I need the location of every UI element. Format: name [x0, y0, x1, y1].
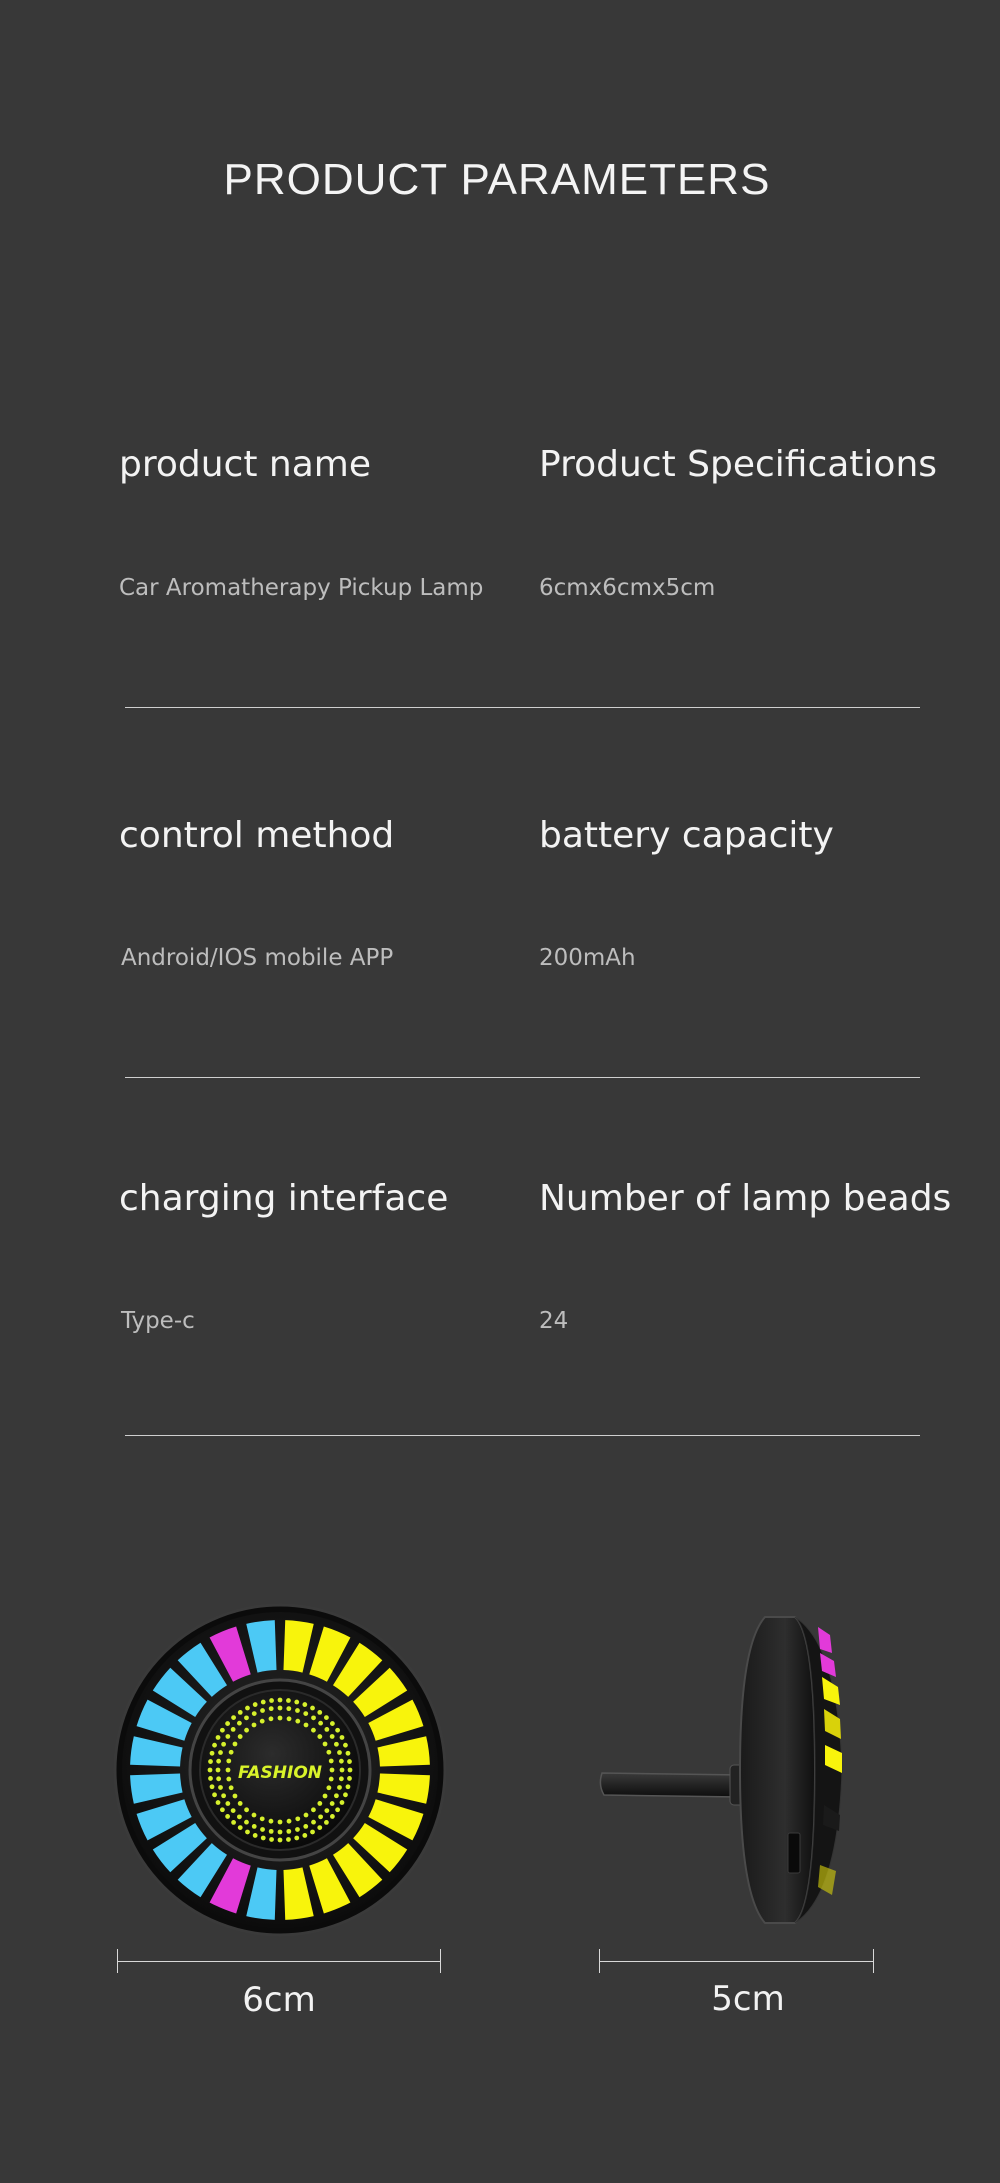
center-dot	[216, 1768, 221, 1773]
center-dot	[231, 1808, 236, 1813]
center-dot	[304, 1723, 309, 1728]
side-dimension-line	[599, 1961, 874, 1962]
center-dot	[317, 1734, 322, 1739]
center-dot	[318, 1814, 323, 1819]
center-dot	[330, 1721, 335, 1726]
param-value-charging-interface: Type-c	[121, 1308, 195, 1334]
center-dot	[218, 1750, 223, 1755]
center-dot	[252, 1824, 257, 1829]
center-dot	[226, 1759, 231, 1764]
center-dot	[220, 1807, 225, 1812]
center-dot	[212, 1792, 217, 1797]
center-dot	[269, 1706, 274, 1711]
center-dot	[225, 1734, 230, 1739]
center-dot	[294, 1836, 299, 1841]
center-dot	[339, 1776, 344, 1781]
center-dot	[334, 1742, 339, 1747]
center-dot	[340, 1768, 345, 1773]
center-dot	[229, 1750, 234, 1755]
center-dot	[278, 1838, 283, 1843]
center-dot	[326, 1750, 331, 1755]
center-dot	[252, 1711, 257, 1716]
center-dot	[295, 1708, 300, 1713]
center-dot	[337, 1785, 342, 1790]
center-dot	[302, 1833, 307, 1838]
center-dot	[210, 1784, 215, 1789]
center-dot	[269, 1716, 274, 1721]
center-dot	[330, 1768, 335, 1773]
center-dot	[237, 1814, 242, 1819]
center-dot	[212, 1743, 217, 1748]
center-dot	[311, 1715, 316, 1720]
param-label-control-method: control method	[119, 815, 395, 856]
center-dot	[340, 1800, 345, 1805]
center-dot	[260, 1816, 265, 1821]
center-dot	[244, 1820, 249, 1825]
center-dot	[231, 1727, 236, 1732]
center-dot	[231, 1715, 236, 1720]
center-dot	[323, 1742, 328, 1747]
center-dot	[260, 1827, 265, 1832]
center-dot	[304, 1813, 309, 1818]
product-brand-text: FASHION	[237, 1763, 323, 1783]
front-dimension-tick-right	[440, 1949, 441, 1973]
center-dot	[253, 1833, 258, 1838]
center-dot	[216, 1800, 221, 1805]
center-dot	[238, 1801, 243, 1806]
center-dot	[294, 1700, 299, 1705]
center-dot	[330, 1814, 335, 1819]
center-dot	[226, 1777, 231, 1782]
center-dot	[261, 1836, 266, 1841]
center-dot	[269, 1829, 274, 1834]
center-dot	[278, 1706, 283, 1711]
product-front-view	[110, 1600, 450, 1940]
center-dot	[244, 1807, 249, 1812]
center-dot	[347, 1776, 352, 1781]
center-dot	[318, 1721, 323, 1726]
center-dot	[330, 1734, 335, 1739]
center-dot	[261, 1700, 266, 1705]
center-dot	[335, 1807, 340, 1812]
center-dot	[310, 1706, 315, 1711]
center-dot	[346, 1784, 351, 1789]
center-dot	[317, 1801, 322, 1806]
center-dot	[310, 1830, 315, 1835]
center-dot	[343, 1792, 348, 1797]
center-dot	[245, 1830, 250, 1835]
center-dot	[278, 1830, 283, 1835]
center-dot	[287, 1716, 292, 1721]
center-dot	[218, 1785, 223, 1790]
center-dot	[238, 1710, 243, 1715]
center-dot	[330, 1801, 335, 1806]
center-dot	[323, 1794, 328, 1799]
center-dot	[295, 1816, 300, 1821]
center-dot	[346, 1751, 351, 1756]
center-dot	[238, 1825, 243, 1830]
center-dot	[348, 1768, 353, 1773]
param-value-product-specifications: 6cmx6cmx5cm	[539, 575, 716, 601]
center-dot	[317, 1710, 322, 1715]
center-dot	[335, 1728, 340, 1733]
center-dot	[238, 1734, 243, 1739]
center-dot	[260, 1708, 265, 1713]
center-dot	[260, 1719, 265, 1724]
center-dot	[210, 1751, 215, 1756]
center-dot	[303, 1824, 308, 1829]
center-dot	[244, 1715, 249, 1720]
center-dot	[216, 1735, 221, 1740]
center-dot	[311, 1807, 316, 1812]
center-dot	[229, 1785, 234, 1790]
center-dot	[339, 1759, 344, 1764]
center-dot	[233, 1794, 238, 1799]
center-dot	[221, 1742, 226, 1747]
divider	[125, 1435, 920, 1436]
divider	[125, 707, 920, 708]
side-dimension-tick-left	[599, 1949, 600, 1973]
center-dot	[269, 1837, 274, 1842]
center-dot	[303, 1711, 308, 1716]
center-dot	[311, 1820, 316, 1825]
center-dot	[286, 1706, 291, 1711]
center-dot	[226, 1768, 231, 1773]
center-dot	[311, 1728, 316, 1733]
center-dot	[245, 1706, 250, 1711]
center-dot	[295, 1827, 300, 1832]
param-label-battery-capacity: battery capacity	[539, 815, 834, 856]
divider	[125, 1077, 920, 1078]
center-dot	[208, 1759, 213, 1764]
center-dot	[208, 1776, 213, 1781]
center-dot	[278, 1820, 283, 1825]
center-dot	[278, 1698, 283, 1703]
param-value-product-name: Car Aromatherapy Pickup Lamp	[119, 575, 484, 601]
center-dot	[225, 1814, 230, 1819]
center-dot	[287, 1819, 292, 1824]
param-value-control-method: Android/IOS mobile APP	[121, 945, 394, 971]
center-dot	[295, 1719, 300, 1724]
center-dot	[340, 1735, 345, 1740]
page-title: PRODUCT PARAMETERS	[223, 155, 771, 204]
product-side-view	[590, 1605, 880, 1935]
front-dimension-line	[117, 1961, 441, 1962]
center-dot	[343, 1743, 348, 1748]
center-dot	[278, 1716, 283, 1721]
center-dot	[225, 1721, 230, 1726]
front-dimension-label: 6cm	[242, 1980, 316, 2020]
center-dot	[252, 1723, 257, 1728]
center-dot	[216, 1776, 221, 1781]
param-label-product-specifications: Product Specifications	[539, 444, 938, 485]
center-dot	[225, 1801, 230, 1806]
center-dot	[337, 1750, 342, 1755]
center-dot	[286, 1837, 291, 1842]
param-label-product-name: product name	[119, 444, 371, 485]
center-dot	[253, 1702, 258, 1707]
center-dot	[244, 1728, 249, 1733]
center-dot	[329, 1777, 334, 1782]
center-dot	[269, 1698, 274, 1703]
center-dot	[269, 1819, 274, 1824]
center-dot	[324, 1808, 329, 1813]
center-dot	[334, 1793, 339, 1798]
param-value-battery-capacity: 200mAh	[539, 945, 636, 971]
center-dot	[233, 1742, 238, 1747]
center-dot	[216, 1759, 221, 1764]
center-dot	[237, 1721, 242, 1726]
center-dot	[286, 1698, 291, 1703]
side-dimension-label: 5cm	[711, 1979, 785, 2019]
center-dot	[286, 1829, 291, 1834]
param-label-number-of-lamp-beads: Number of lamp beads	[539, 1178, 952, 1219]
center-dot	[231, 1820, 236, 1825]
front-dimension-tick-left	[117, 1949, 118, 1973]
center-dot	[220, 1728, 225, 1733]
center-dot	[347, 1759, 352, 1764]
center-dot	[324, 1727, 329, 1732]
center-dot	[329, 1759, 334, 1764]
center-dot	[208, 1768, 213, 1773]
center-dot	[317, 1825, 322, 1830]
center-dot	[252, 1813, 257, 1818]
param-value-number-of-lamp-beads: 24	[539, 1308, 569, 1334]
center-dot	[302, 1702, 307, 1707]
side-dimension-tick-right	[873, 1949, 874, 1973]
param-label-charging-interface: charging interface	[119, 1178, 449, 1219]
center-dot	[324, 1820, 329, 1825]
center-dot	[326, 1785, 331, 1790]
center-dot	[221, 1793, 226, 1798]
center-dot	[324, 1715, 329, 1720]
